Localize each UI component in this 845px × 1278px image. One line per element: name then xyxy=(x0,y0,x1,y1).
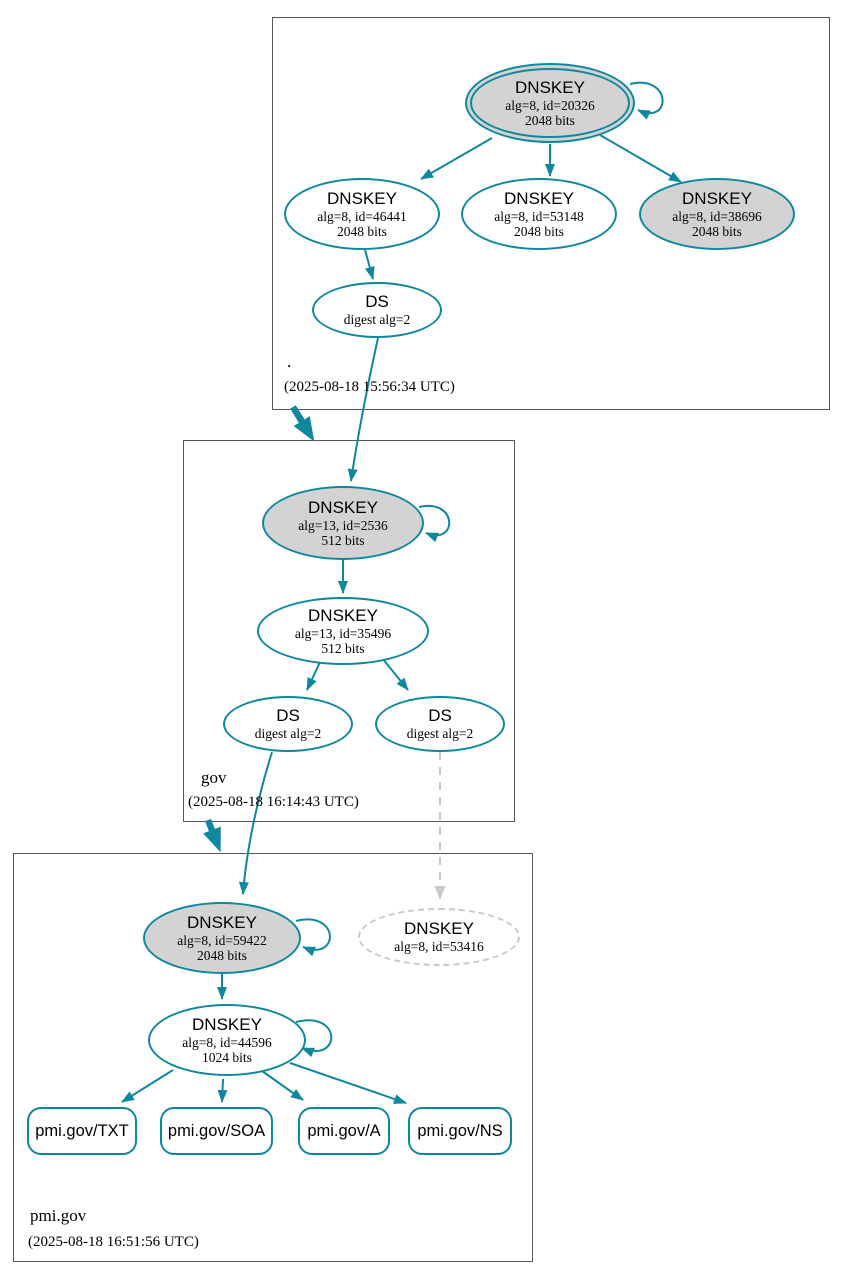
gov-ds-1[interactable] xyxy=(223,696,353,752)
dnskey-alg-id: alg=8, id=20326 xyxy=(505,97,595,113)
dnskey-alg-id: alg=8, id=59422 xyxy=(177,932,267,948)
edge-dnskey-46441-to-root-ds xyxy=(365,250,373,279)
dnskey-type: DNSKEY xyxy=(404,919,474,939)
dnskey-bits: 512 bits xyxy=(321,641,365,656)
dnskey-bits: 1024 bits xyxy=(202,1050,252,1065)
dnskey-44596[interactable] xyxy=(148,1004,306,1076)
edge-delegation-root-to-gov xyxy=(293,407,309,433)
edge-delegation-gov-to-pmi xyxy=(208,820,217,843)
ds-type: DS xyxy=(428,706,452,726)
zone-label-root: . xyxy=(287,352,292,371)
dnskey-alg-id: alg=8, id=46441 xyxy=(317,208,407,224)
edge-pmi-zsk-to-txt xyxy=(122,1070,173,1102)
dnskey-type: DNSKEY xyxy=(327,188,397,208)
dnskey-38696[interactable] xyxy=(639,178,795,250)
dnskey-bits: 2048 bits xyxy=(692,224,742,239)
ds-digest: digest alg=2 xyxy=(343,312,411,328)
rrset-pmi-gov-a[interactable] xyxy=(298,1107,390,1155)
dnskey-46441[interactable] xyxy=(284,178,440,250)
dnskey-alg-id: alg=8, id=53148 xyxy=(494,208,584,224)
edge-gov-zsk-to-ds1 xyxy=(307,662,320,690)
ds-type: DS xyxy=(365,292,389,312)
dnskey-35496[interactable] xyxy=(257,597,429,665)
zone-timestamp-pmi-gov: (2025-08-18 16:51:56 UTC) xyxy=(28,1234,199,1250)
zone-timestamp-gov: (2025-08-18 16:14:43 UTC) xyxy=(188,794,359,810)
edge-root-ds-to-gov-ksk xyxy=(351,338,378,481)
dnskey-type: DNSKEY xyxy=(308,605,378,625)
rrset-pmi-gov-ns[interactable] xyxy=(408,1107,512,1155)
dnskey-type: DNSKEY xyxy=(192,1014,262,1034)
rrset-label: pmi.gov/NS xyxy=(417,1121,503,1140)
rrset-pmi-gov-txt[interactable] xyxy=(27,1107,137,1155)
edge-pmi-ksk-selfloop xyxy=(296,919,330,949)
dnskey-alg-id: alg=8, id=44596 xyxy=(182,1034,272,1050)
dnskey-bits: 2048 bits xyxy=(197,948,247,963)
edge-gov-zsk-to-ds2 xyxy=(382,658,408,690)
dnskey-bits: 512 bits xyxy=(321,533,365,548)
dnskey-20326[interactable] xyxy=(465,63,635,143)
dnskey-alg-id: alg=13, id=35496 xyxy=(294,625,392,641)
dnskey-bits: 2048 bits xyxy=(514,224,564,239)
edge-gov-ds1-to-pmi-ksk xyxy=(243,752,272,894)
dnskey-type: DNSKEY xyxy=(187,912,257,932)
edge-pmi-zsk-to-soa xyxy=(222,1079,223,1102)
dnskey-53148[interactable] xyxy=(461,178,617,250)
edge-root-ksk-selfloop xyxy=(630,83,663,113)
zone-label-pmi-gov: pmi.gov xyxy=(30,1206,87,1225)
root-ds[interactable] xyxy=(312,282,442,338)
ds-type: DS xyxy=(276,706,300,726)
ds-digest: digest alg=2 xyxy=(254,726,322,742)
edge-pmi-zsk-to-ns xyxy=(290,1063,406,1103)
dnskey-bits: 2048 bits xyxy=(337,224,387,239)
dnskey-alg-id: alg=13, id=2536 xyxy=(298,517,388,533)
dnskey-type: DNSKEY xyxy=(504,188,574,208)
dnskey-bits: 2048 bits xyxy=(525,113,575,128)
dnskey-59422[interactable] xyxy=(143,902,301,974)
dnskey-type: DNSKEY xyxy=(682,188,752,208)
dnskey-alg-id: alg=8, id=38696 xyxy=(672,208,762,224)
dnskey-53416-missing[interactable] xyxy=(358,908,520,966)
rrset-pmi-gov-soa[interactable] xyxy=(160,1107,273,1155)
ds-digest: digest alg=2 xyxy=(406,726,474,742)
dnskey-2536[interactable] xyxy=(262,486,424,560)
zone-timestamp-root: (2025-08-18 15:56:34 UTC) xyxy=(284,379,455,395)
rrset-label: pmi.gov/SOA xyxy=(167,1121,266,1140)
gov-ds-2[interactable] xyxy=(375,696,505,752)
zone-label-gov: gov xyxy=(201,768,227,787)
edge-pmi-zsk-to-a xyxy=(262,1071,303,1100)
dnskey-type: DNSKEY xyxy=(515,77,585,97)
dnskey-alg-id: alg=8, id=53416 xyxy=(394,939,484,955)
dnskey-type: DNSKEY xyxy=(308,497,378,517)
rrset-label: pmi.gov/TXT xyxy=(35,1121,129,1140)
rrset-label: pmi.gov/A xyxy=(307,1121,381,1140)
edge-root-ksk-to-dnskey-46441 xyxy=(421,138,492,179)
edge-root-ksk-to-dnskey-38696 xyxy=(600,135,681,182)
